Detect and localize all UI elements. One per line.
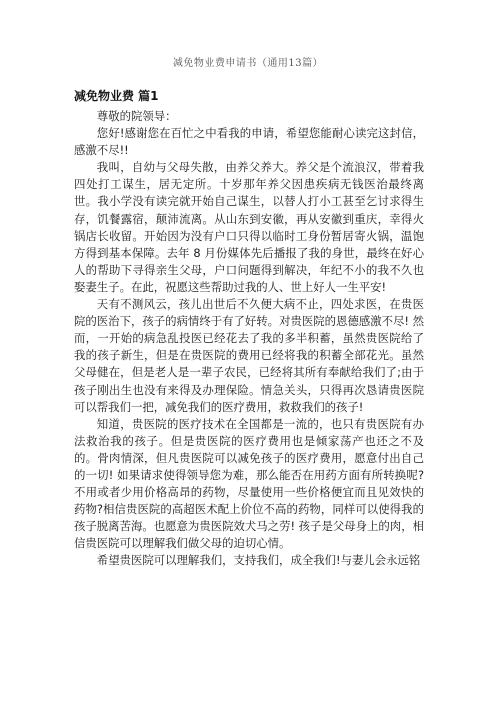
paragraph: 天有不测风云，孩儿出世后不久便大病不止，四处求医，在贵医院的医治下，孩子的病情终于有了好转。对贵医院的恩德感激不尽! 然而，一开始的病急乱投医已经花去了我的多半积蓄，虽然贵医院给了我的孩子新生，但是在贵医院的费用已经将我的积蓄全部花光。虽然父母健在，但是老人是一辈子农民，已经将其所有奉献给我们了;由于孩子刚出生也没有来得及办理保险。情急关头，只得再次恳请贵医院可以帮我们一把，减免我们的医疗费用，救救我们的孩子!	[74, 297, 424, 414]
document-title: 减免物业费申请书（通用13篇）	[172, 58, 324, 69]
letter-body	[74, 108, 424, 570]
salutation: 尊敬的院领导：	[96, 109, 177, 123]
paragraph: 希望贵医院可以理解我们，支持我们，成全我们!与妻儿会永远铭	[96, 553, 421, 568]
paragraph: 知道，贵医院的医疗技术在全国都是一流的，也只有贵医院有办法救治我的孩子。但是贵医院的医疗费用也是倾家荡产也还之不及的。骨肉情深，但凡贵医院可以减免孩子的医疗费用，愿意付出自己的一切! 如果请求使得领导您为难，那么能否在用药方面有所转换呢?不用或者少用价格高昂的药物，尽量使用一些价格便宜而且见效快的药物?相信贵医院的高超医术配上价位不高的药物，同样可以使得我的孩子脱离苦海。也愿意为贵医院效犬马之劳! 孩子是父母身上的肉，相信贵医院可以理解我们做父母的迫切心情。	[74, 416, 424, 551]
paragraph: 您好!感谢您在百忙之中看我的申请，希望您能耐心读完这封信，感激不尽!!	[74, 126, 424, 158]
section-heading: 减免物业费 篇1	[74, 89, 159, 103]
paragraph: 我叫，自幼与父母失散，由养父养大。养父是个流浪汉，带着我四处打工谋生，居无定所。十岁那年养父因患疾病无钱医治最终离世。我小学没有读完就开始自己谋生，以替人打小工甚至乞讨求得生存，饥餐露宿，颠沛流离。从山东到安徽，再从安徽到重庆，幸得火锅店长收留。开始因为没有户口只得以临时工身份暂居寄火锅，温饱方得到基本保障。去年 8 月份媒体先后播报了我的身世，最终在好心人的帮助下寻得亲生父母，户口问题得到解决，年纪不小的我不久也娶妻生子。在此，祝愿这些帮助过我的人、世上好人一生平安!	[74, 160, 424, 294]
